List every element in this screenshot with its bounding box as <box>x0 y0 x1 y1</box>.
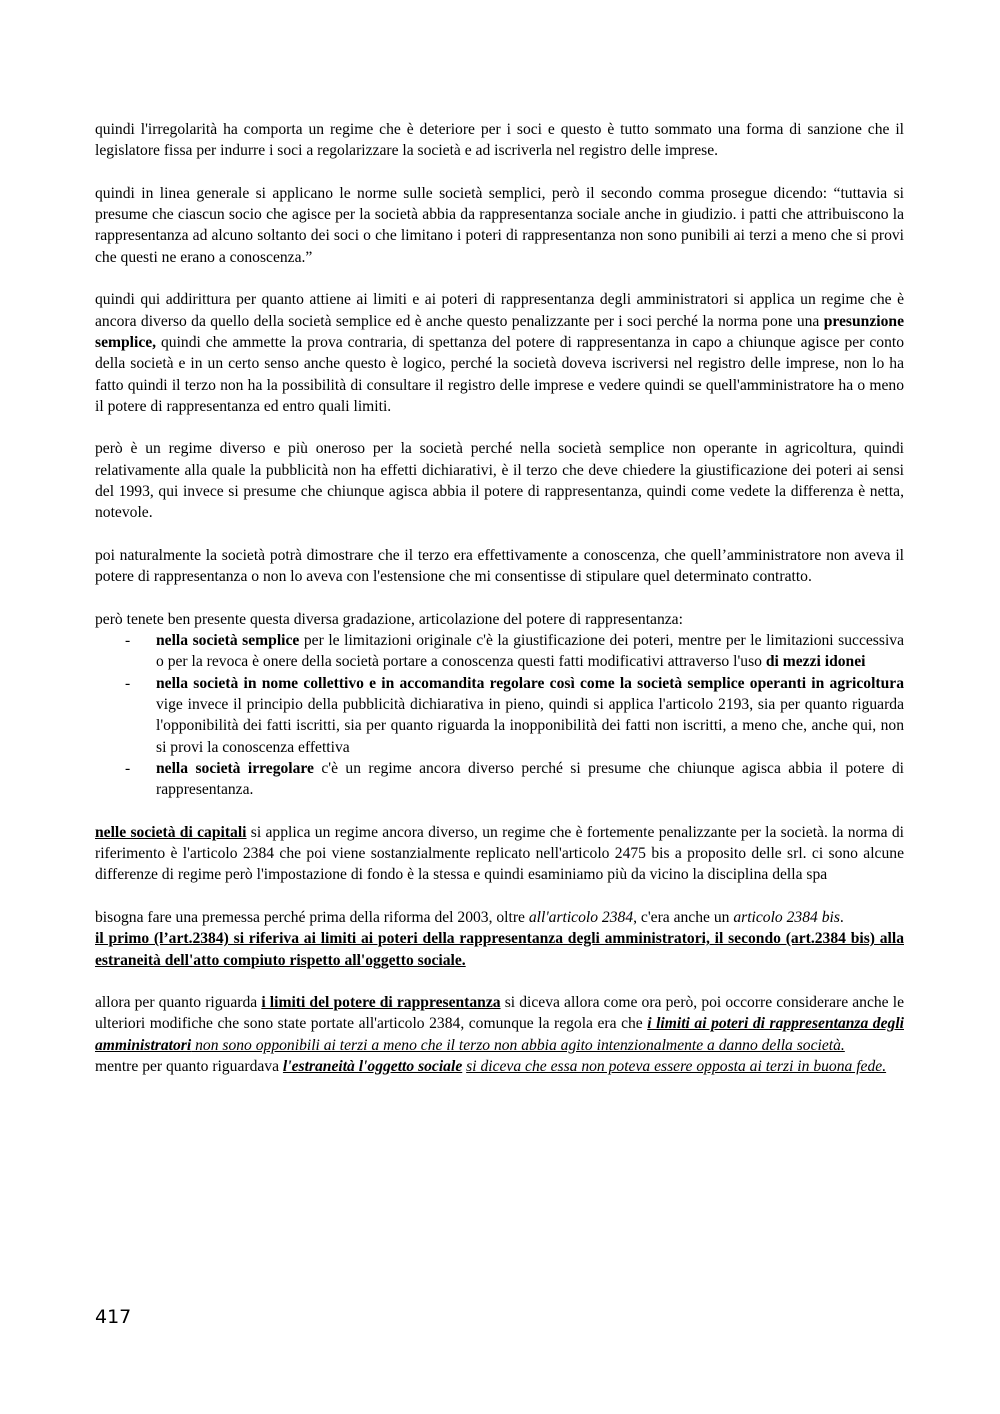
paragraph-8-text-e: . <box>839 908 844 926</box>
presunzione-semplice-bold: presunzione semplice, <box>95 312 904 351</box>
paragraph-3 <box>95 289 904 417</box>
paragraph-8-text-a: bisogna fare una premessa perché prima della riforma del 2003, oltre <box>95 908 529 926</box>
limiti-potere-rappresentanza: i limiti del potere di rappresentanza <box>261 994 501 1012</box>
list-item <box>95 758 904 801</box>
list-item-bold-end: di mezzi idonei <box>765 653 866 671</box>
societa-di-capitali-heading: nelle società di capitali <box>95 823 247 841</box>
paragraph-3-text-a: quindi qui addirittura per quanto attiene ai limiti e ai poteri di rappresentanza degli amministratori si applica un regime che è ancora diverso da quello della società semplice ed è anche questo penalizzante per i soci perché la norma pone una <box>95 291 904 330</box>
list-item-text: vige invece il principio della pubblicità dichiarativa in pieno, quindi si applica l'articolo 2193, sia per quanto riguarda l'opponibilità dei fatti iscritti, sia per quanto riguarda la inopponibilità dei fatti non iscritti, a meno che, anche qui, non si provi la conoscenza effettiva <box>156 696 904 756</box>
document-page <box>95 119 904 1099</box>
paragraph-10 <box>95 992 904 1056</box>
paragraph-3-text-c: quindi che ammette la prova contraria, di spettanza del potere di rappresentanza in capo a chiunque agisce per conto della società e in un certo senso anche questo è logico, perché la società doveva iscriversi nel registro delle imprese, non lo ha fatto quindi il terzo non ha la possibilità di consultare il registro delle imprese e vedere quindi se quell'amministratore ha o meno il potere di rappresentanza ed entro quali limiti. <box>95 333 904 415</box>
paragraph-10-text-c: si diceva allora come ora però, poi occorre considerare anche le ulteriori modifiche che sono state portate all'articolo 2384, comunque la regola era che <box>95 994 904 1033</box>
limiti-poteri-amministratori: i limiti ai poteri di rappresentanza degli amministratori <box>95 1015 904 1054</box>
articolo-2384-bis-italic: articolo 2384 bis <box>733 908 840 926</box>
list-item-bold: nella società semplice <box>156 632 300 650</box>
paragraph-10-text-a: allora per quanto riguarda <box>95 994 262 1012</box>
estraneita-oggetto-sociale: l'estraneità l'oggetto sociale <box>282 1058 463 1076</box>
list-dash: - <box>125 632 131 650</box>
paragraph-6: però tenete ben presente questa diversa gradazione, articolazione del potere di rappresentanza: <box>95 610 683 628</box>
paragraph-5: poi naturalmente la società potrà dimostrare che il terzo era effettivamente a conoscenza, che quell’amministratore non aveva il potere di rappresentanza o non lo aveva con l'estensione che mi consentisse di stipulare quel determinato contratto. <box>95 546 904 586</box>
paragraph-7-text: si applica un regime ancora diverso, un regime che è fortemente penalizzante per la società. la norma di riferimento è l'articolo 2384 che poi viene sostanzialmente replicato nell'articolo 2475 bis a proposito delle srl. ci sono alcune differenze di regime però l'impostazione di fondo è la stessa e quindi esaminiamo più da vicino la disciplina della spa <box>95 823 904 884</box>
list-item-bold: nella società in nome collettivo e in accomandita regolare così come la società semplice operanti in agricoltura <box>156 674 904 692</box>
bullet-list <box>95 630 904 800</box>
list-item <box>95 630 904 673</box>
list-item-text: c'è un regime ancora diverso perché si presume che chiunque agisca abbia il potere di rappresentanza. <box>156 759 904 799</box>
list-dash: - <box>125 674 131 692</box>
list-item-text: per le limitazioni originale c'è la giustificazione dei poteri, mentre per le limitazioni successiva o per la revoca è onere della società portare a conoscenza questi fatti modificativi attraverso l'uso <box>156 632 904 671</box>
list-dash: - <box>125 759 131 777</box>
paragraph-2: quindi in linea generale si applicano le norme sulle società semplici, però il secondo comma prosegue dicendo: “tuttavia si presume che ciascun socio che agisce per la società abbia da rappresentanza sociale anche in giudizio. i patti che attribuiscono la rappresentanza ad alcuno soltanto dei soci o che limitano i poteri di rappresentanza non sono punibili ai terzi a meno che si provi che questi ne erano a conoscenza.” <box>95 184 904 266</box>
paragraph-9: il primo (l’art.2384) si riferiva ai limiti ai poteri della rappresentanza degli amministratori, il secondo (art.2384 bis) alla estraneità dell'atto compiuto rispetto all'oggetto sociale. <box>95 930 904 969</box>
articolo-2384-italic: all'articolo 2384 <box>528 908 634 926</box>
paragraph-8-text-c: , c'era anche un <box>633 908 734 926</box>
page-number: 417 <box>95 1306 132 1328</box>
paragraph-8 <box>95 907 904 928</box>
paragraph-11 <box>95 1056 904 1077</box>
list-item-bold: nella società irregolare <box>156 759 314 777</box>
list-item <box>95 673 904 758</box>
paragraph-10-italic-rule: non sono opponibili ai terzi a meno che il terzo non abbia agito intenzionalmente a danno della società. <box>191 1036 845 1054</box>
paragraph-4: però è un regime diverso e più oneroso per la società perché nella società semplice non operante in agricoltura, quindi relativamente alla quale la pubblicità non ha effetti dichiarativi, è il terzo che deve chiedere la giustificazione dei poteri ai sensi del 1993, qui invece si presume che chiunque agisca abbia il potere di rappresentanza, quindi come vedete la differenza è netta, notevole. <box>95 440 904 522</box>
paragraph-11-text-a: mentre per quanto riguardava <box>95 1058 283 1076</box>
paragraph-11-italic-rule: si diceva che essa non poteva essere opposta ai terzi in buona fede. <box>466 1058 887 1076</box>
paragraph-1: quindi l'irregolarità ha comporta un regime che è deteriore per i soci e questo è tutto sommato una forma di sanzione che il legislatore fissa per indurre i soci a regolarizzare la società e ad iscriverla nel registro delle imprese. <box>95 121 904 160</box>
paragraph-7 <box>95 822 904 886</box>
